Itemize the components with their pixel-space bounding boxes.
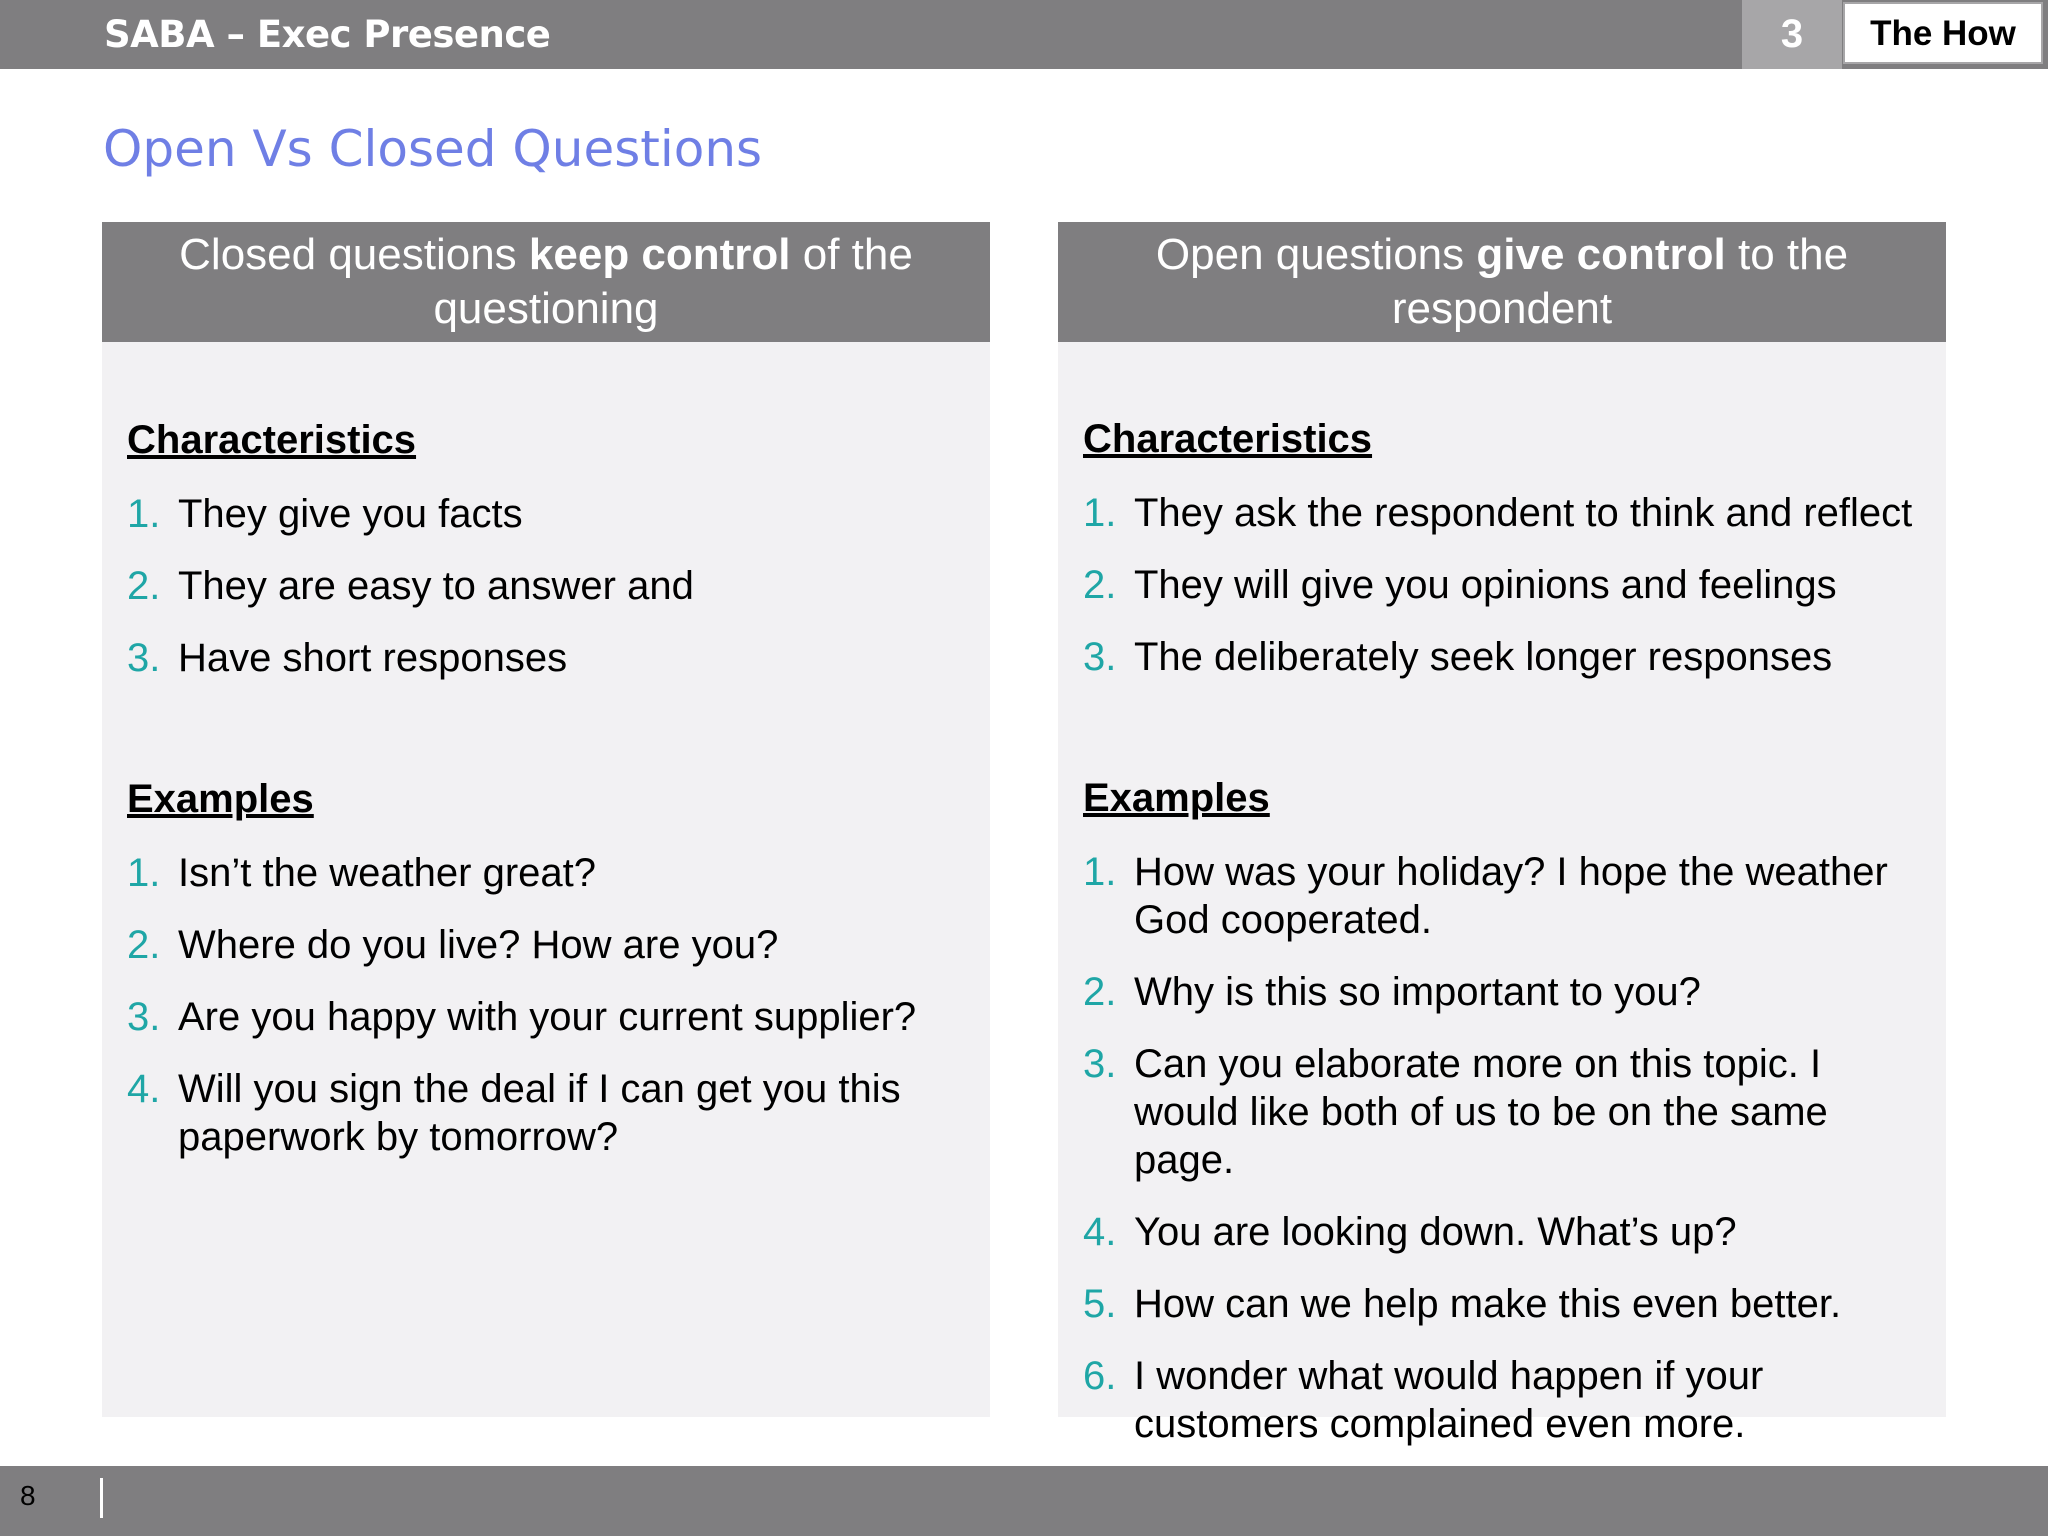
characteristics-list xyxy=(127,490,980,706)
characteristics-list xyxy=(1083,489,1936,705)
closed-questions-panel xyxy=(102,222,990,1417)
list-item xyxy=(127,490,980,538)
footer-divider xyxy=(100,1478,103,1518)
list-number: 3. xyxy=(127,636,161,680)
list-number: 1. xyxy=(1083,850,1117,894)
list-number: 6. xyxy=(1083,1354,1117,1398)
list-number: 3. xyxy=(1083,1042,1117,1086)
list-item xyxy=(1083,968,1936,1016)
examples-list xyxy=(1083,848,1936,1472)
list-number: 2. xyxy=(127,564,161,608)
heading-text: to the xyxy=(1725,230,1849,279)
examples-list xyxy=(127,849,980,1185)
list-text: They ask the respondent to think and reflect xyxy=(1134,491,1913,535)
heading-emphasis: give control xyxy=(1476,230,1726,279)
section-name-tab: The How xyxy=(1843,2,2043,64)
list-text: The deliberately seek longer responses xyxy=(1134,635,1833,679)
list-item xyxy=(1083,1208,1936,1256)
heading-text: of the xyxy=(790,230,913,279)
heading-text: Open questions xyxy=(1155,230,1477,279)
examples-label: Examples xyxy=(1083,776,1270,820)
list-text: They will give you opinions and feelings xyxy=(1134,563,1837,607)
heading-line-2: questioning xyxy=(433,284,659,333)
list-item xyxy=(1083,848,1936,944)
list-number: 3. xyxy=(1083,635,1117,679)
list-text: Isn’t the weather great? xyxy=(178,851,597,895)
list-item xyxy=(1083,633,1936,681)
list-item xyxy=(1083,561,1936,609)
closed-questions-heading xyxy=(102,222,990,342)
list-number: 1. xyxy=(1083,491,1117,535)
heading-emphasis: keep control xyxy=(528,230,791,279)
list-number: 5. xyxy=(1083,1282,1117,1326)
heading-line-2: respondent xyxy=(1391,284,1613,333)
list-item xyxy=(127,634,980,682)
list-item xyxy=(1083,1280,1936,1328)
list-text: They are easy to answer and xyxy=(178,564,694,608)
list-text: Why is this so important to you? xyxy=(1134,970,1701,1014)
open-questions-panel xyxy=(1058,222,1946,1446)
list-number: 1. xyxy=(127,492,161,536)
footer-bar xyxy=(0,1466,2048,1536)
list-text: Can you elaborate more on this topic. I would like both of us to be on the same page. xyxy=(1134,1042,1828,1182)
characteristics-label: Characteristics xyxy=(1083,417,1373,461)
list-number: 2. xyxy=(127,923,161,967)
list-text: Where do you live? How are you? xyxy=(178,923,779,967)
heading-text: Closed questions xyxy=(179,230,529,279)
slide-title: Open Vs Closed Questions xyxy=(103,120,763,178)
section-number-badge: 3 xyxy=(1742,0,1842,69)
list-number: 4. xyxy=(127,1067,161,1111)
list-text: Have short responses xyxy=(178,636,568,680)
examples-label: Examples xyxy=(127,777,314,821)
characteristics-label: Characteristics xyxy=(127,418,417,462)
list-item xyxy=(127,562,980,610)
page-number: 8 xyxy=(20,1480,36,1511)
list-number: 4. xyxy=(1083,1210,1117,1254)
heading-line-1 xyxy=(102,228,990,282)
list-text: I wonder what would happen if your customers complained even more. xyxy=(1134,1354,1764,1446)
list-text: How was your holiday? I hope the weather God cooperated. xyxy=(1134,850,1888,942)
list-text: How can we help make this even better. xyxy=(1134,1282,1842,1326)
open-questions-heading xyxy=(1058,222,1946,342)
list-number: 3. xyxy=(127,995,161,1039)
list-item xyxy=(127,1065,980,1161)
list-item xyxy=(127,849,980,897)
list-text: Will you sign the deal if I can get you this paperwork by tomorrow? xyxy=(178,1067,901,1159)
deck-title: SABA – Exec Presence xyxy=(104,13,551,56)
list-item xyxy=(127,993,980,1041)
list-item xyxy=(1083,1040,1936,1184)
list-text: They give you facts xyxy=(178,492,523,536)
list-number: 1. xyxy=(127,851,161,895)
heading-line-1 xyxy=(1058,228,1946,282)
list-item xyxy=(1083,489,1936,537)
list-number: 2. xyxy=(1083,970,1117,1014)
list-item xyxy=(127,921,980,969)
list-text: Are you happy with your current supplier? xyxy=(178,995,917,1039)
list-item xyxy=(1083,1352,1936,1448)
list-number: 2. xyxy=(1083,563,1117,607)
list-text: You are looking down. What’s up? xyxy=(1134,1210,1737,1254)
